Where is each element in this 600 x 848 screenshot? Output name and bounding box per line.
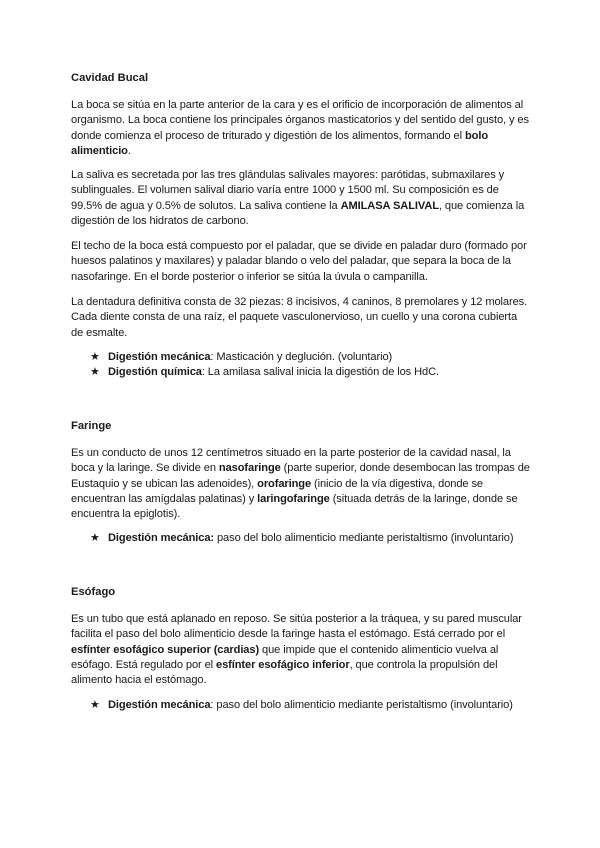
bullet-list-esofago	[90, 698, 531, 713]
paragraph-saliva: La saliva es secretada por las tres glándulas salivales mayores: parótidas, submaxilares y sublinguales. El volumen salival diario varía entre 1000 y 1500 ml. Su composición es de 99.5% de agua y 0.5% de solutos. La saliva contiene la AMILASA SALIVAL, que comienza la digestión de los hidratos de carbono.	[71, 169, 525, 227]
list-item: ★ Digestión mecánica: paso del bolo alimenticio mediante peristaltismo (involuntario)	[90, 698, 531, 713]
section-title-faringe: Faringe	[71, 420, 112, 432]
paragraph-esofago: Es un tubo que está aplanado en reposo. Se sitúa posterior a la tráquea, y su pared muscular facilita el paso del bolo alimenticio desde la faringe hasta el estómago. Está cerrado por el esfínter esofágico superior (cardias) que impide que el contenido alimenticio vuelva al esófago. Está regulado por el esfínter esofágico inferior, que controla la propulsión del alimento hacia el estómago.	[71, 613, 522, 687]
list-item: ★ Digestión mecánica: paso del bolo alimenticio mediante peristaltismo (involuntario)	[90, 531, 531, 546]
star-icon: ★	[90, 351, 100, 363]
star-icon: ★	[90, 366, 100, 379]
star-icon: ★	[90, 699, 100, 711]
list-item: ★ Digestión mecánica: Masticación y deglución. (voluntario)	[90, 350, 531, 365]
section-title-cavidad-bucal: Cavidad Bucal	[71, 72, 149, 84]
paragraph-paladar: El techo de la boca está compuesto por el paladar, que se divide en paladar duro (formado por huesos palatinos y maxilares) y paladar blando o velo del paladar, que separa la boca de la nasofaringe. En el borde posterior o inferior se sitúa la úvula o campanilla.	[71, 240, 527, 283]
bullet-list-boca	[90, 350, 531, 381]
bullet-list-faringe	[90, 531, 531, 546]
paragraph-dentadura: La dentadura definitiva consta de 32 piezas: 8 incisivos, 4 caninos, 8 premolares y 12 molares. Cada diente consta de una raíz, el paquete vasculonervioso, un cuello y una corona cubierta de esmalte.	[71, 296, 528, 339]
list-item: ★ Digestión química: La amilasa salival inicia la digestión de los HdC.	[90, 365, 531, 380]
paragraph-boca-intro: La boca se sitúa en la parte anterior de la cara y es el orificio de incorporación de alimentos al organismo. La boca contiene los principales órganos masticatorios y del sentido del gusto, y es donde comienza el proceso de triturado y digestión de los alimentos, formando el bolo alimenticio.	[71, 99, 529, 157]
section-title-esofago: Esófago	[71, 586, 116, 598]
paragraph-faringe: Es un conducto de unos 12 centímetros situado en la parte posterior de la cavidad nasal, la boca y la laringe. Se divide en nasofaringe (parte superior, donde desembocan las trompas de Eustaquio y se ubican las adenoides), orofaringe (inicio de la vía digestiva, donde se encuentran las amígdalas palatinas) y laringofaringe (situada detrás de la laringe, donde se encuentra la epiglotis).	[71, 447, 530, 521]
star-icon: ★	[90, 532, 100, 544]
